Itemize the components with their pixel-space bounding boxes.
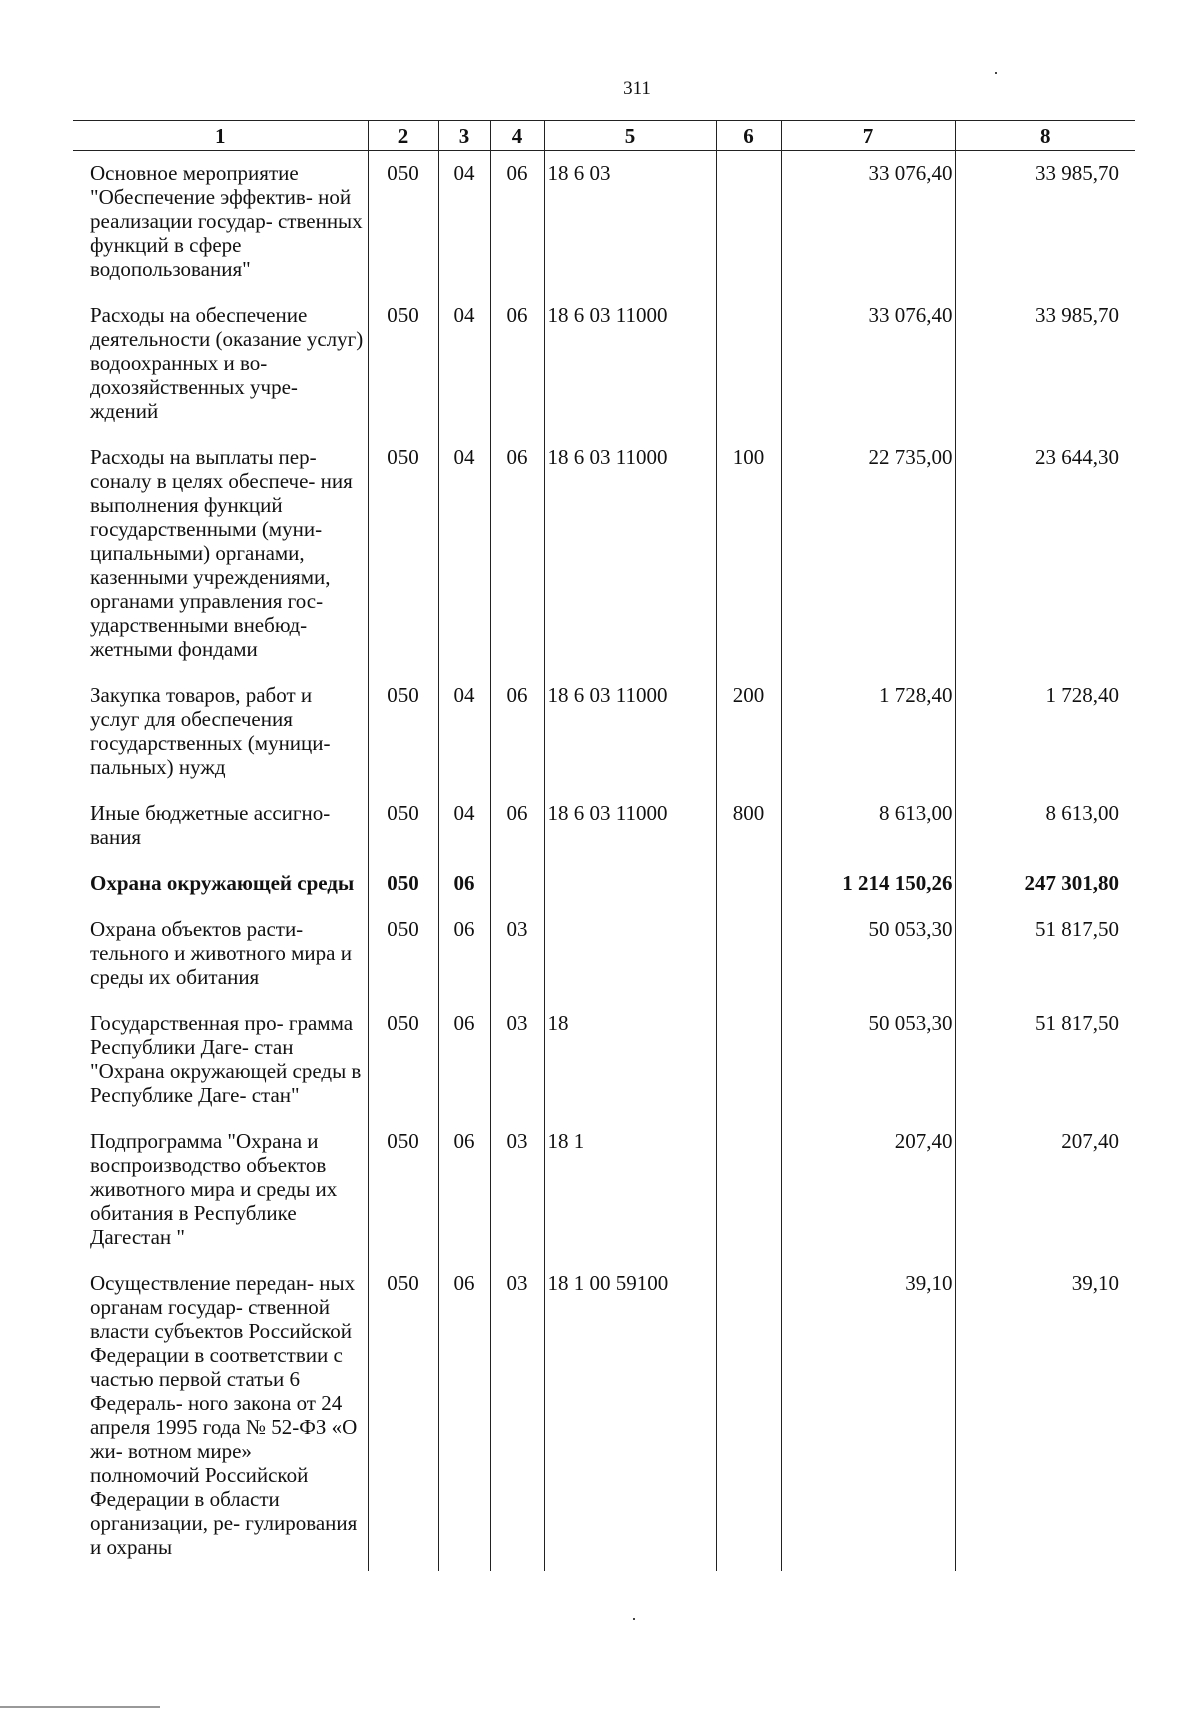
scan-speck xyxy=(633,1618,635,1620)
row-col8-cell: 33 985,70 xyxy=(955,151,1135,294)
row-col7-cell: 33 076,40 xyxy=(781,293,955,435)
row-col2-cell: 050 xyxy=(368,1261,438,1571)
row-col8-cell: 23 644,30 xyxy=(955,435,1135,673)
row-col7-cell: 1 728,40 xyxy=(781,673,955,791)
row-col8-cell: 51 817,50 xyxy=(955,1001,1135,1119)
row-name-cell: Закупка товаров, работ и услуг для обеспечения государственных (муници- пальных) нужд xyxy=(90,683,331,779)
row-col4-cell: 06 xyxy=(490,791,544,861)
row-col7-cell: 1 214 150,26 xyxy=(781,861,955,907)
table-row xyxy=(73,1261,1135,1571)
row-col2-cell: 050 xyxy=(368,791,438,861)
row-col3-cell: 06 xyxy=(438,907,490,1001)
row-col3-cell: 06 xyxy=(438,861,490,907)
header-col-6: 6 xyxy=(716,121,781,151)
row-col8-cell: 8 613,00 xyxy=(955,791,1135,861)
row-col4-cell xyxy=(490,861,544,907)
row-col3-cell: 04 xyxy=(438,791,490,861)
row-col2-cell: 050 xyxy=(368,293,438,435)
row-name-cell: Подпрограмма "Охрана и воспроизводство объектов животного мира и среды их обитания в Республике Дагестан " xyxy=(90,1129,338,1249)
row-col7-cell: 50 053,30 xyxy=(781,1001,955,1119)
row-col2-cell: 050 xyxy=(368,1119,438,1261)
row-col6-cell: 200 xyxy=(716,673,781,791)
row-col5-cell: 18 xyxy=(544,1001,716,1119)
row-name-cell: Государственная про- грамма Республики Даге- стан "Охрана окружающей среды в Республике Даге- стан" xyxy=(90,1011,362,1107)
row-col2-cell: 050 xyxy=(368,435,438,673)
row-col6-cell: 100 xyxy=(716,435,781,673)
row-name-cell: Расходы на обеспечение деятельности (оказание услуг) водоохранных и во- дохозяйственных учре- ждений xyxy=(90,303,364,423)
row-col5-cell: 18 1 00 59100 xyxy=(544,1261,716,1571)
header-col-7: 7 xyxy=(781,121,955,151)
row-col7-cell: 8 613,00 xyxy=(781,791,955,861)
row-col8-cell: 39,10 xyxy=(955,1261,1135,1571)
row-col8-cell: 1 728,40 xyxy=(955,673,1135,791)
row-col8-cell: 51 817,50 xyxy=(955,907,1135,1001)
row-col3-cell: 06 xyxy=(438,1001,490,1119)
row-col5-cell: 18 6 03 11000 xyxy=(544,435,716,673)
row-col4-cell: 06 xyxy=(490,293,544,435)
row-col4-cell: 03 xyxy=(490,1119,544,1261)
row-col3-cell: 06 xyxy=(438,1261,490,1571)
row-col8-cell: 247 301,80 xyxy=(955,861,1135,907)
row-col7-cell: 207,40 xyxy=(781,1119,955,1261)
table-row xyxy=(73,151,1135,294)
row-col5-cell: 18 1 xyxy=(544,1119,716,1261)
budget-table xyxy=(73,120,1135,1571)
row-col8-cell: 33 985,70 xyxy=(955,293,1135,435)
header-col-1: 1 xyxy=(73,121,368,151)
row-col4-cell: 03 xyxy=(490,907,544,1001)
header-col-4: 4 xyxy=(490,121,544,151)
row-col6-cell xyxy=(716,861,781,907)
row-name-cell: Иные бюджетные ассигно- вания xyxy=(90,801,331,849)
row-name-cell: Расходы на выплаты пер- соналу в целях обеспече- ния выполнения функций государственными (муни- ципальными) органами, казенными учреждениями, органами управления гос- ударственными внебюд- жетными фондами xyxy=(90,445,353,661)
row-col3-cell: 04 xyxy=(438,673,490,791)
row-name-cell: Охрана окружающей среды xyxy=(90,871,355,895)
table-row xyxy=(73,673,1135,791)
row-col6-cell xyxy=(716,293,781,435)
header-col-3: 3 xyxy=(438,121,490,151)
row-col2-cell: 050 xyxy=(368,151,438,294)
table-row xyxy=(73,1001,1135,1119)
row-col2-cell: 050 xyxy=(368,1001,438,1119)
table-row xyxy=(73,861,1135,907)
table-body xyxy=(73,151,1135,1572)
row-col8-cell: 207,40 xyxy=(955,1119,1135,1261)
row-col4-cell: 03 xyxy=(490,1001,544,1119)
row-col4-cell: 06 xyxy=(490,435,544,673)
row-col7-cell: 39,10 xyxy=(781,1261,955,1571)
table-row xyxy=(73,435,1135,673)
row-col6-cell xyxy=(716,151,781,294)
row-col6-cell xyxy=(716,1119,781,1261)
header-col-5: 5 xyxy=(544,121,716,151)
scan-speck xyxy=(995,72,997,74)
row-col4-cell: 06 xyxy=(490,673,544,791)
row-col6-cell xyxy=(716,907,781,1001)
row-name-cell: Основное мероприятие "Обеспечение эффектив- ной реализации государ- ственных функций в сфере водопользования" xyxy=(90,161,363,281)
table-row xyxy=(73,791,1135,861)
row-col2-cell: 050 xyxy=(368,861,438,907)
row-col5-cell: 18 6 03 11000 xyxy=(544,791,716,861)
row-col7-cell: 22 735,00 xyxy=(781,435,955,673)
row-col5-cell: 18 6 03 11000 xyxy=(544,293,716,435)
row-col3-cell: 04 xyxy=(438,293,490,435)
row-col5-cell xyxy=(544,861,716,907)
row-name-cell: Охрана объектов расти- тельного и животного мира и среды их обитания xyxy=(90,917,352,989)
row-col3-cell: 04 xyxy=(438,151,490,294)
row-col6-cell: 800 xyxy=(716,791,781,861)
table-row xyxy=(73,907,1135,1001)
row-col2-cell: 050 xyxy=(368,673,438,791)
header-col-2: 2 xyxy=(368,121,438,151)
row-name-cell: Осуществление передан- ных органам государ- ственной власти субъектов Российской Федерации в соответствии с частью первой статьи 6 Федераль- ного закона от 24 апреля 1995 года № 52-ФЗ «О жи- вотном мире» полномочий Российской Федерации в области организации, ре- гулирования и охраны xyxy=(90,1271,358,1559)
row-col3-cell: 04 xyxy=(438,435,490,673)
table-header-row xyxy=(73,121,1135,151)
row-col6-cell xyxy=(716,1261,781,1571)
row-col2-cell: 050 xyxy=(368,907,438,1001)
row-col4-cell: 06 xyxy=(490,151,544,294)
row-col7-cell: 50 053,30 xyxy=(781,907,955,1001)
table-row xyxy=(73,293,1135,435)
row-col5-cell xyxy=(544,907,716,1001)
page-number: 311 xyxy=(623,78,651,99)
row-col4-cell: 03 xyxy=(490,1261,544,1571)
table-row xyxy=(73,1119,1135,1261)
row-col3-cell: 06 xyxy=(438,1119,490,1261)
scan-edge-line xyxy=(0,1706,160,1708)
row-col5-cell: 18 6 03 xyxy=(544,151,716,294)
row-col6-cell xyxy=(716,1001,781,1119)
header-col-8: 8 xyxy=(955,121,1135,151)
row-col7-cell: 33 076,40 xyxy=(781,151,955,294)
row-col5-cell: 18 6 03 11000 xyxy=(544,673,716,791)
